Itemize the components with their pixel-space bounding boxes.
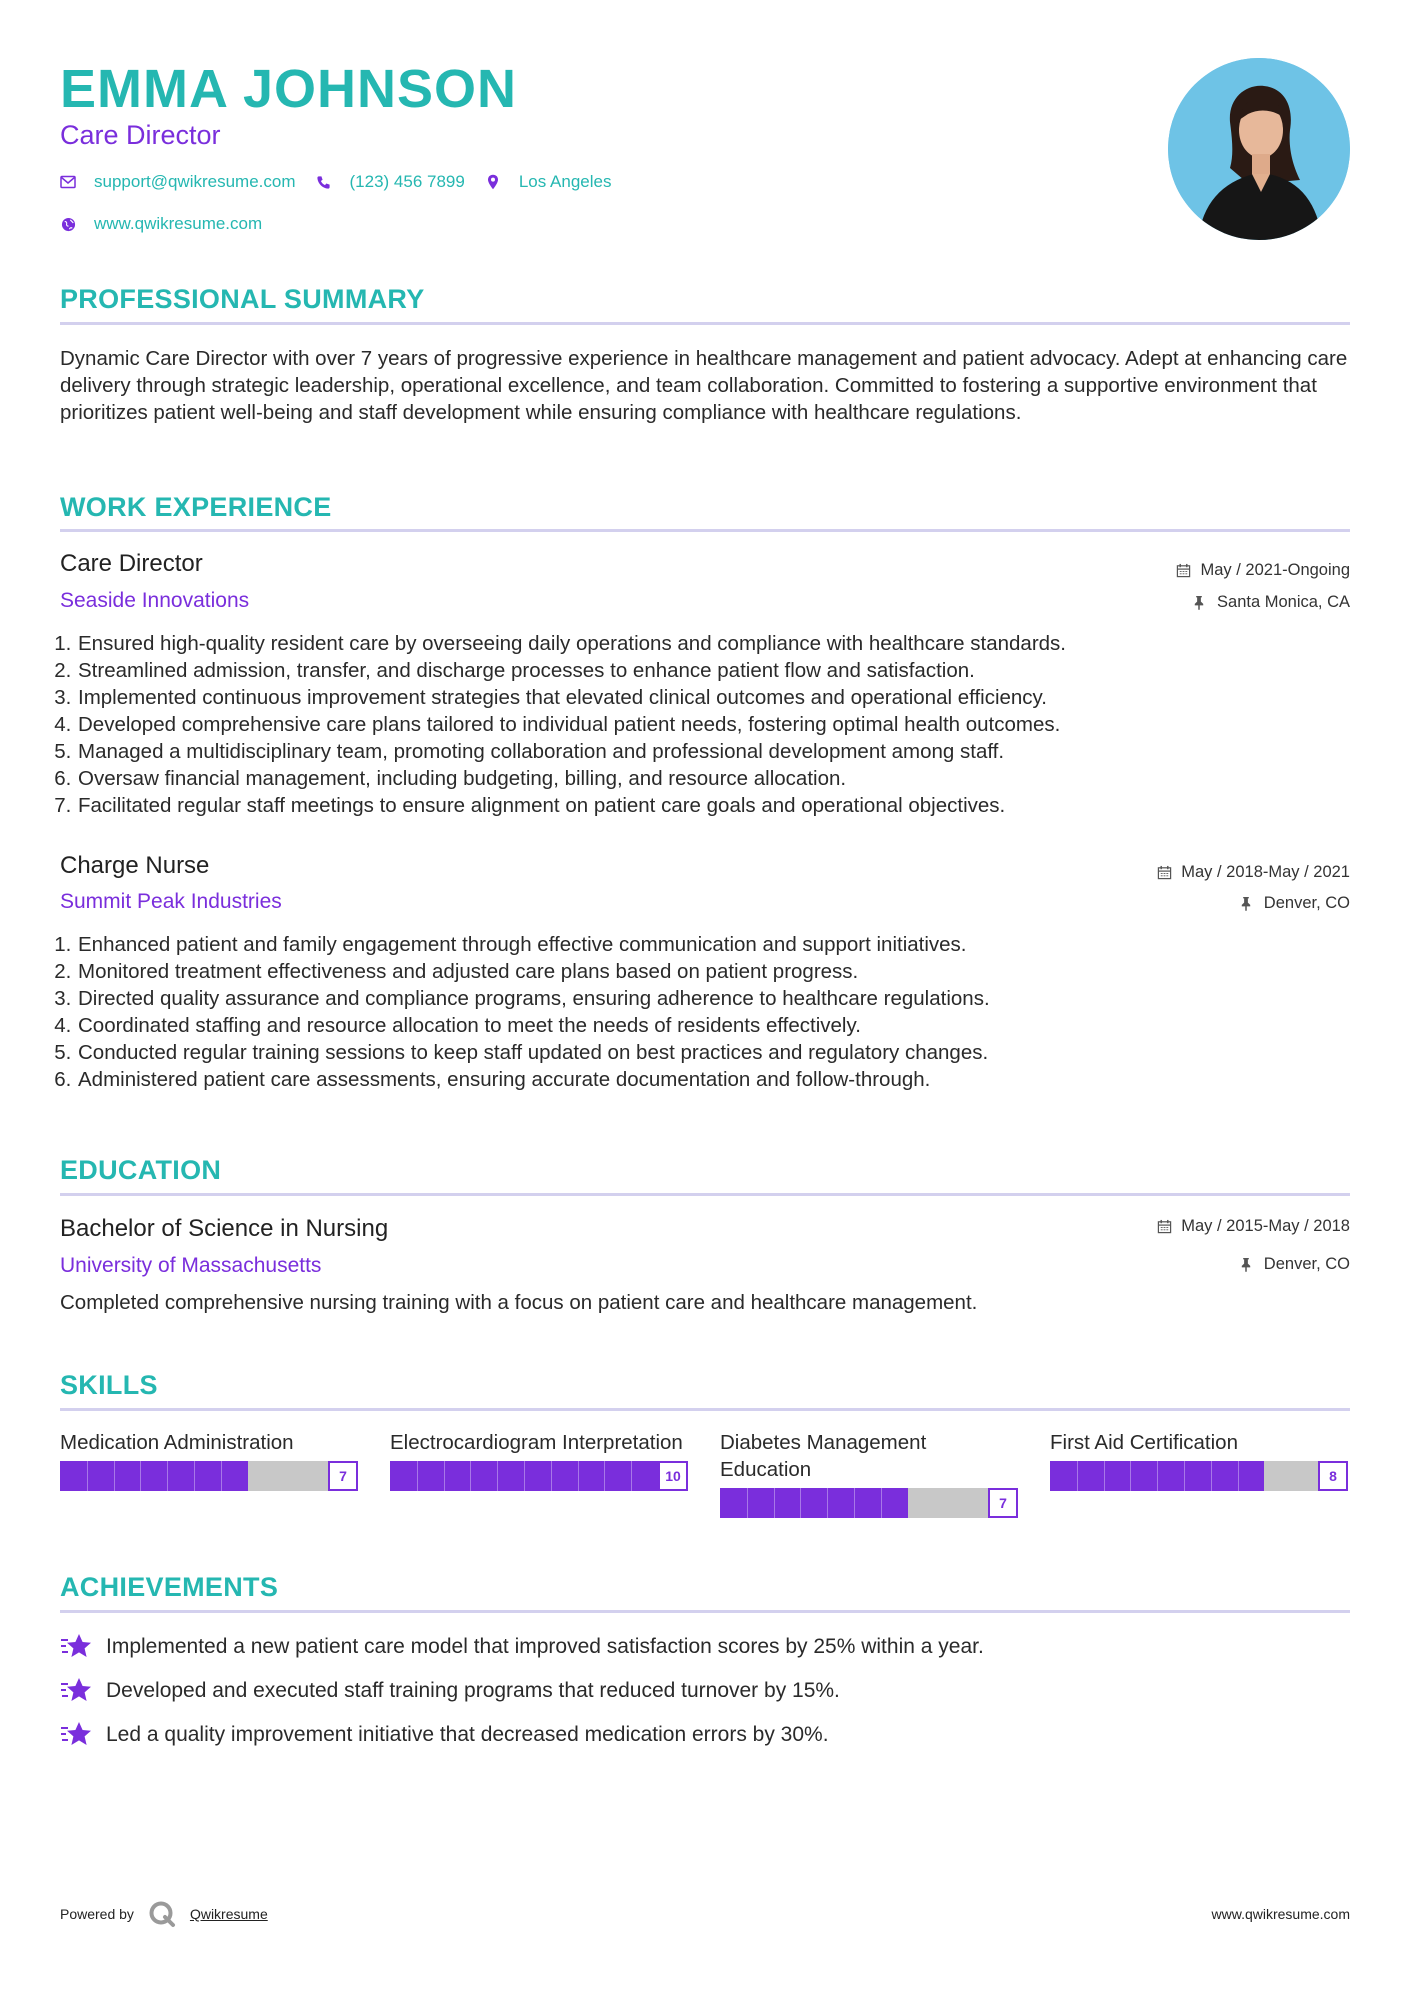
bullet-item: 1. Enhanced patient and family engagement through effective communication and support initiatives.: [77, 931, 1347, 958]
resume-page: [60, 0, 1350, 1990]
skill-track: [60, 1461, 328, 1491]
skill-track: [390, 1461, 658, 1491]
section-title-experience: WORK EXPERIENCE: [60, 492, 332, 522]
achievement-item: [60, 1676, 840, 1706]
skill-segment-divider: [167, 1461, 168, 1491]
skill-fill: [60, 1461, 248, 1491]
star-icon: [60, 1676, 92, 1706]
skill-segment-divider: [417, 1461, 418, 1491]
achievement-item: [60, 1632, 984, 1662]
skill-item: [720, 1429, 1020, 1518]
company-name: Seaside Innovations: [60, 589, 250, 612]
bullet-item: 2. Monitored treatment effectiveness and adjusted care plans based on patient progress.: [77, 958, 1347, 985]
footer-website[interactable]: www.qwikresume.com: [1211, 1906, 1350, 1922]
date-range: May / 2021-Ongoing: [1200, 561, 1350, 579]
skill-segment-divider: [87, 1461, 88, 1491]
skill-track: [1050, 1461, 1318, 1491]
job-title: Charge Nurse: [60, 852, 210, 879]
skill-segment-divider: [524, 1461, 525, 1491]
bullet-item: 5. Managed a multidisciplinary team, promoting collaboration and professional development among staff.: [77, 738, 1347, 765]
skill-score: 8: [1318, 1461, 1348, 1491]
section-divider: [60, 1610, 1350, 1613]
skill-segment-divider: [194, 1461, 195, 1491]
date-range: May / 2018-May / 2021: [1181, 863, 1350, 881]
skill-segment-divider: [140, 1461, 141, 1491]
skill-segment-divider: [1130, 1461, 1131, 1491]
section-divider: [60, 1193, 1350, 1196]
skill-item: [60, 1429, 360, 1491]
location-text: Denver, CO: [1263, 894, 1350, 912]
skill-segment-divider: [578, 1461, 579, 1491]
email-link[interactable]: support@qwikresume.com: [94, 172, 296, 191]
bullet-item: 6. Oversaw financial management, including budgeting, billing, and resource allocation.: [77, 765, 1347, 792]
skill-name: Diabetes Management Education: [720, 1431, 927, 1481]
job-title: Care Director: [60, 550, 203, 577]
bullet-item: 4. Coordinated staffing and resource allocation to meet the needs of residents effectively.: [77, 1012, 1347, 1039]
skill-track: [720, 1488, 988, 1518]
degree-title: Bachelor of Science in Nursing: [60, 1215, 389, 1242]
contact-row-web: [60, 214, 282, 234]
skill-segment-divider: [774, 1488, 775, 1518]
date-range: May / 2015-May / 2018: [1181, 1217, 1350, 1235]
job-bullets: [60, 630, 1347, 819]
section-title-education: EDUCATION: [60, 1155, 222, 1185]
footer-powered-by: [60, 1900, 268, 1928]
achievement-item: [60, 1720, 829, 1750]
skill-score: 7: [988, 1488, 1018, 1518]
skill-segment-divider: [221, 1461, 222, 1491]
achievement-text: Led a quality improvement initiative that decreased medication errors by 30%.: [106, 1723, 829, 1746]
star-icon: [60, 1720, 92, 1750]
skill-item: [390, 1429, 690, 1491]
pushpin-icon: [1240, 1257, 1255, 1272]
skill-name: First Aid Certification: [1050, 1431, 1238, 1454]
skill-rating-bar: [390, 1461, 690, 1491]
section-divider: [60, 322, 1350, 325]
skill-rating-bar: [720, 1488, 1020, 1518]
achievement-text: Developed and executed staff training programs that reduced turnover by 15%.: [106, 1679, 840, 1702]
section-divider: [60, 1408, 1350, 1411]
job-dates: [1176, 559, 1350, 581]
bullet-item: 3. Implemented continuous improvement strategies that elevated clinical outcomes and operational efficiency.: [77, 684, 1347, 711]
school-name: University of Massachusetts: [60, 1254, 322, 1277]
skill-segment-divider: [114, 1461, 115, 1491]
skill-rating-bar: [60, 1461, 360, 1491]
pushpin-icon: [1193, 595, 1208, 610]
job-dates: [1157, 861, 1350, 883]
qwikresume-logo-icon: [148, 1900, 176, 1928]
section-title-skills: SKILLS: [60, 1370, 158, 1400]
skill-segment-divider: [470, 1461, 471, 1491]
education-location: [1240, 1253, 1350, 1275]
skill-segment-divider: [1211, 1461, 1212, 1491]
skill-segment-divider: [1238, 1461, 1239, 1491]
skill-segment-divider: [800, 1488, 801, 1518]
envelope-icon: [60, 174, 76, 190]
website-link[interactable]: www.qwikresume.com: [94, 214, 263, 233]
calendar-icon: [1157, 865, 1172, 880]
location-text: Santa Monica, CA: [1217, 593, 1350, 611]
candidate-name: EMMA JOHNSON: [60, 59, 518, 119]
map-pin-icon: [485, 174, 501, 190]
skill-fill: [720, 1488, 908, 1518]
company-name: Summit Peak Industries: [60, 890, 282, 913]
calendar-icon: [1176, 563, 1191, 578]
profile-photo: [1168, 58, 1350, 240]
bullet-item: 6. Administered patient care assessments, ensuring accurate documentation and follow-through.: [77, 1066, 1347, 1093]
skill-segment-divider: [497, 1461, 498, 1491]
location-text: Los Angeles: [518, 172, 612, 191]
skill-rating-bar: [1050, 1461, 1350, 1491]
bullet-item: 5. Conducted regular training sessions to keep staff updated on best practices and regulatory changes.: [77, 1039, 1347, 1066]
skill-segment-divider: [881, 1488, 882, 1518]
skill-segment-divider: [1104, 1461, 1105, 1491]
location-text: Denver, CO: [1263, 1255, 1350, 1273]
job-location: [1193, 591, 1350, 613]
qwikresume-link[interactable]: Qwikresume: [189, 1906, 268, 1922]
skill-score: 10: [658, 1461, 688, 1491]
bullet-item: 7. Facilitated regular staff meetings to ensure alignment on patient care goals and operational objectives.: [77, 792, 1347, 819]
star-icon: [60, 1632, 92, 1662]
skill-segment-divider: [444, 1461, 445, 1491]
candidate-role: Care Director: [60, 120, 221, 150]
education-description: Completed comprehensive nursing training with a focus on patient care and healthcare management.: [60, 1291, 978, 1314]
summary-text: Dynamic Care Director with over 7 years of progressive experience in healthcare management and patient advocacy. Adept at enhancing care delivery through strategic leadership, operational excellence, and team collaboration. Committed to fostering a supportive environment that prioritizes patient well-being and staff development while ensuring compliance with healthcare regulations.: [60, 347, 1348, 424]
section-divider: [60, 529, 1350, 532]
bullet-item: 3. Directed quality assurance and compliance programs, ensuring adherence to healthcare regulations.: [77, 985, 1347, 1012]
skill-segment-divider: [604, 1461, 605, 1491]
skill-segment-divider: [1077, 1461, 1078, 1491]
education-dates: [1157, 1215, 1350, 1237]
calendar-icon: [1157, 1219, 1172, 1234]
bullet-item: 2. Streamlined admission, transfer, and discharge processes to enhance patient flow and satisfaction.: [77, 657, 1347, 684]
achievement-text: Implemented a new patient care model that improved satisfaction scores by 25% within a year.: [106, 1635, 984, 1658]
skill-name: Electrocardiogram Interpretation: [390, 1431, 683, 1454]
section-title-summary: PROFESSIONAL SUMMARY: [60, 284, 425, 314]
skill-segment-divider: [1157, 1461, 1158, 1491]
skill-name: Medication Administration: [60, 1431, 294, 1454]
skill-segment-divider: [1184, 1461, 1185, 1491]
section-title-achievements: ACHIEVEMENTS: [60, 1572, 279, 1602]
phone-icon: [316, 174, 332, 190]
phone-number[interactable]: (123) 456 7899: [349, 172, 465, 191]
job-location: [1240, 892, 1350, 914]
bullet-item: 1. Ensured high-quality resident care by overseeing daily operations and compliance with healthcare standards.: [77, 630, 1347, 657]
pushpin-icon: [1240, 896, 1255, 911]
contact-row: [60, 172, 631, 192]
skill-segment-divider: [854, 1488, 855, 1518]
skill-segment-divider: [827, 1488, 828, 1518]
powered-by-label: Powered by: [60, 1906, 134, 1922]
bullet-item: 4. Developed comprehensive care plans tailored to individual patient needs, fostering optimal health outcomes.: [77, 711, 1347, 738]
skill-segment-divider: [747, 1488, 748, 1518]
job-bullets: [60, 931, 1347, 1093]
skill-item: [1050, 1429, 1350, 1491]
globe-icon: [60, 216, 76, 232]
skill-score: 7: [328, 1461, 358, 1491]
skill-segment-divider: [551, 1461, 552, 1491]
skill-segment-divider: [631, 1461, 632, 1491]
